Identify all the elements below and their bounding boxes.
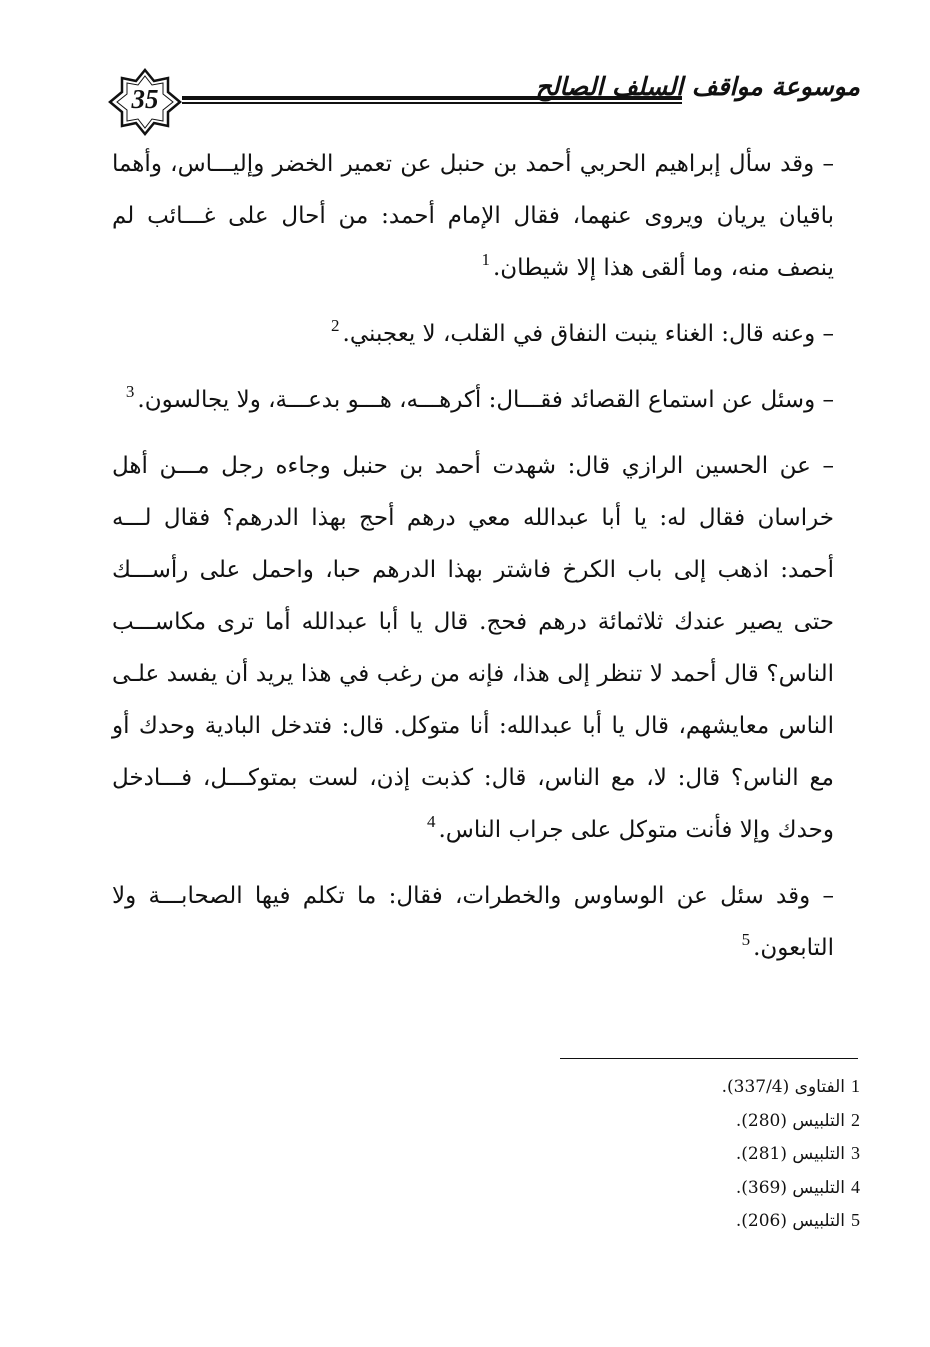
paragraph (112, 440, 834, 856)
footnote-ref: 5 (741, 930, 751, 949)
footnote-ref: 2 (331, 316, 340, 335)
footnote-text: التلبيس (206). (735, 1211, 845, 1231)
footnote-ref: 3 (125, 382, 135, 401)
footnote-text: الفتاوى (337/4). (721, 1077, 845, 1097)
footnote (560, 1171, 860, 1205)
paragraph-text: – وقد سئل عن الوساوس والخطرات، فقال: ما تكلم فيها الصحابـــة ولا التابعون. (112, 883, 834, 961)
paragraph (112, 374, 834, 426)
footnote (560, 1204, 860, 1238)
footnotes (560, 1070, 860, 1238)
footnote-number: 3 (851, 1143, 860, 1163)
page-header (100, 68, 860, 136)
footnote-number: 2 (851, 1109, 860, 1130)
footnote (560, 1070, 860, 1104)
paragraph-text: – وعنه قال: الغناء ينبت النفاق في القلب، لا يعجبني. (342, 321, 834, 347)
footnote-ref: 4 (426, 812, 436, 831)
footnote (560, 1137, 860, 1171)
series-title: موسوعة مواقف السلف الصالح (535, 72, 860, 101)
footnote-number: 4 (851, 1176, 860, 1197)
paragraph (112, 870, 834, 974)
paragraph-text: – عن الحسين الرازي قال: شهدت أحمد بن حنبل وجاءه رجل مـــن أهل خراسان فقال له: يا أبا عبدالله معي درهم أحج بهذا الدرهم؟ فقال لـــه أحمد: اذهب إلى باب الكرخ فاشتر بهذا الدرهم حبا، واحمل على رأســـك حتى يصير عندك ثلاثمائة درهم فحج. قال يا أبا عبدالله أما ترى مكاســـب الناس؟ قال أحمد لا تنظر إلى هذا، فإنه من رغب في هذا يريد أن يفسد علـى الناس معايشهم، قال يا أبا عبدالله: أنا متوكل. قال: فتدخل البادية وحدك أو مع الناس؟ قال: لا، مع الناس، قال: كذبت إذن، لست بمتوكـــل، فـــادخل وحدك وإلا فأنت متوكل على جراب الناس. (112, 453, 834, 843)
paragraph-text: – وقد سأل إبراهيم الحربي أحمد بن حنبل عن تعمير الخضر وإليـــاس، وأهما باقيان يريان ويروى عنهما، فقال الإمام أحمد: من أحال على غـــائب لم ينصف منه، وما ألقى هذا إلا شيطان. (112, 151, 834, 281)
footnote-ref: 1 (481, 250, 490, 269)
paragraph (112, 308, 834, 360)
footnote-text: التلبيس (280). (735, 1110, 845, 1131)
paragraph-text: – وسئل عن استماع القصائد فقـــال: أكرهـــه، هـــو بدعـــة، ولا يجالسون. (137, 387, 834, 413)
footnote-text: التلبيس (369). (735, 1177, 845, 1198)
paragraph (112, 138, 834, 294)
footnote-number: 5 (851, 1210, 860, 1230)
footnote-text: التلبيس (281). (735, 1144, 845, 1164)
footnote-separator (560, 1058, 858, 1059)
page-number: 35 (131, 84, 159, 114)
body-text (112, 138, 834, 988)
page-number-badge (108, 68, 182, 136)
footnote-number: 1 (851, 1076, 860, 1096)
footnote (560, 1104, 860, 1138)
